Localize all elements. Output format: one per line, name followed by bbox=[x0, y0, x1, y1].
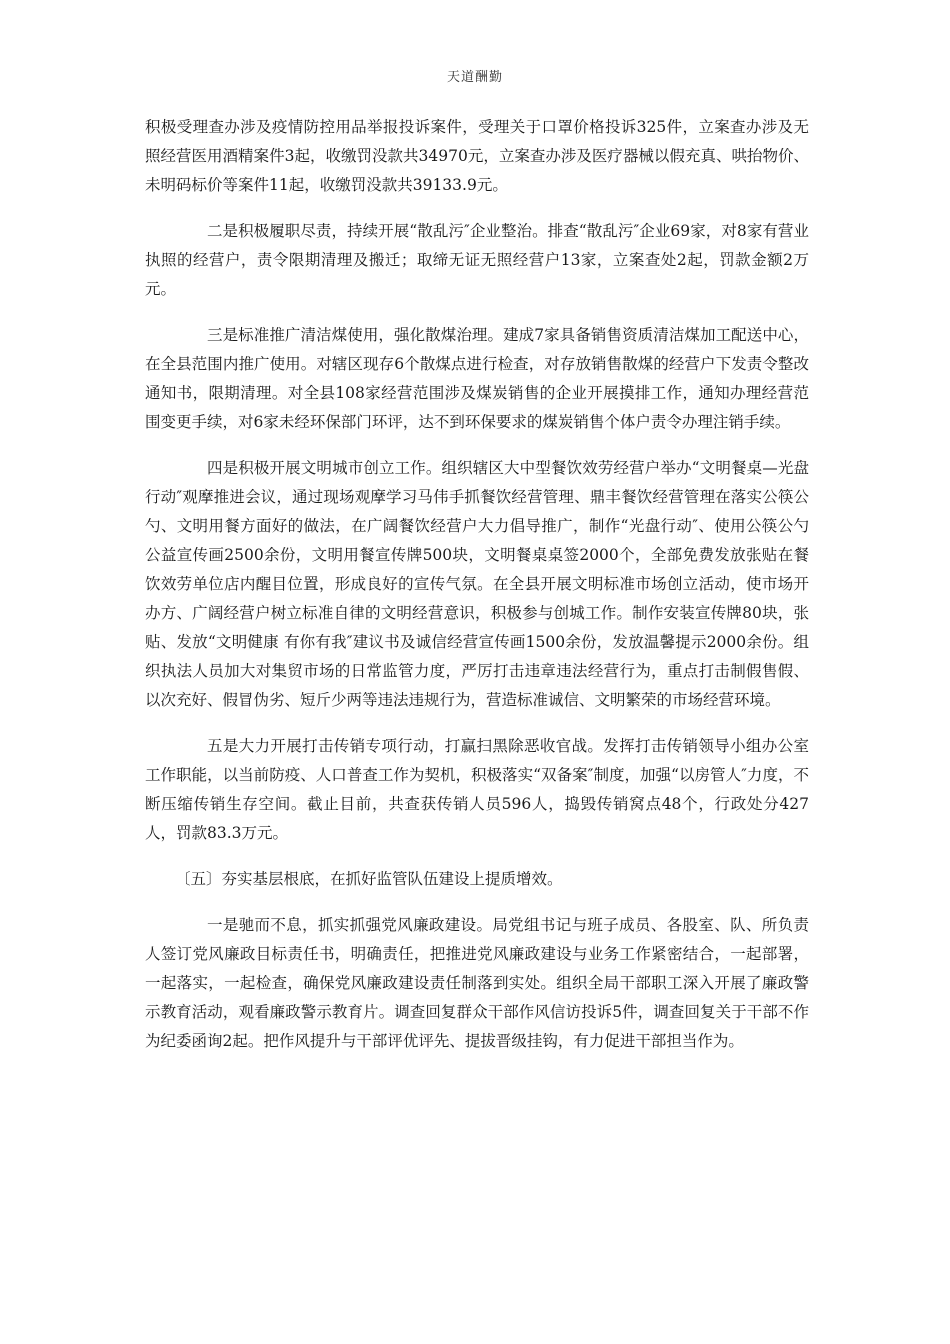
paragraph-continuation: 积极受理查办涉及疫情防控用品举报投诉案件，受理关于口罩价格投诉325件，立案查办涉及无照经营医用酒精案件3起，收缴罚没款共34970元，立案查办涉及医疗器械以假充真、哄抬物价、未明码标价等案件11起，收缴罚没款共39133.9元。 bbox=[145, 118, 809, 194]
paragraph-item-5: 五是大力开展打击传销专项行动，打赢扫黑除恶收官战。发挥打击传销领导小组办公室工作职能，以当前防疫、人口普查工作为契机，积极落实“双备案″制度，加强“以房管人″力度，不断压缩传销生存空间。截止目前，共查获传销人员596人，捣毁传销窝点48个，行政处分427人，罚款83.3万元。 bbox=[145, 737, 809, 842]
paragraph-item-4: 四是积极开展文明城市创立工作。组织辖区大中型餐饮效劳经营户举办“文明餐桌—光盘行动″观摩推进会议，通过现场观摩学习马伟手抓餐饮经营管理、鼎丰餐饮经营管理在落实公筷公勺、文明用餐方面好的做法，在广阔餐饮经营户大力倡导推广，制作“光盘行动″、使用公筷公勺公益宣传画2500余份，文明用餐宣传牌500块，文明餐桌桌签2000个，全部免费发放张贴在餐饮效劳单位店内醒目位置，形成良好的宣传气氛。在全县开展文明标准市场创立活动，使市场开办方、广阔经营户树立标准自律的文明经营意识，积极参与创城工作。制作安装宣传牌80块，张贴、发放“文明健康 有你有我″建议书及诚信经营宣传画1500余份，发放温馨提示2000余份。组织执法人员加大对集贸市场的日常监管力度，严厉打击违章违法经营行为，重点打击制假售假、以次充好、假冒伪劣、短斤少两等违法违规行为，营造标准诚信、文明繁荣的市场经营环境。 bbox=[145, 459, 809, 709]
paragraph-item-1: 一是驰而不息，抓实抓强党风廉政建设。局党组书记与班子成员、各股室、队、所负责人签订党风廉政目标责任书，明确责任，把推进党风廉政建设与业务工作紧密结合，一起部署，一起落实，一起检查，确保党风廉政建设责任制落到实处。组织全局干部职工深入开展了廉政警示教育活动，观看廉政警示教育片。调查回复群众干部作风信访投诉5件，调查回复关于干部不作为纪委函询2起。把作风提升与干部评优评先、提拔晋级挂钩，有力促进干部担当作为。 bbox=[145, 916, 809, 1050]
page-header: 天道酬勤 bbox=[446, 70, 503, 85]
section-heading: 〔五〕夯实基层根底，在抓好监管队伍建设上提质增效。 bbox=[175, 870, 563, 888]
paragraph-item-2: 二是积极履职尽责，持续开展“散乱污″企业整治。排查“散乱污″企业69家，对8家有营业执照的经营户，责令限期清理及搬迁；取缔无证无照经营户13家，立案查处2起，罚款金额2万元。 bbox=[145, 222, 809, 298]
document-body bbox=[145, 113, 809, 1056]
paragraph-item-3: 三是标准推广清洁煤使用，强化散煤治理。建成7家具备销售资质清洁煤加工配送中心，在全县范围内推广使用。对辖区现存6个散煤点进行检查，对存放销售散煤的经营户下发责令整改通知书，限期清理。对全县108家经营范围涉及煤炭销售的企业开展摸排工作，通知办理经营范围变更手续，对6家未经环保部门环评，达不到环保要求的煤炭销售个体户责令办理注销手续。 bbox=[145, 326, 809, 431]
